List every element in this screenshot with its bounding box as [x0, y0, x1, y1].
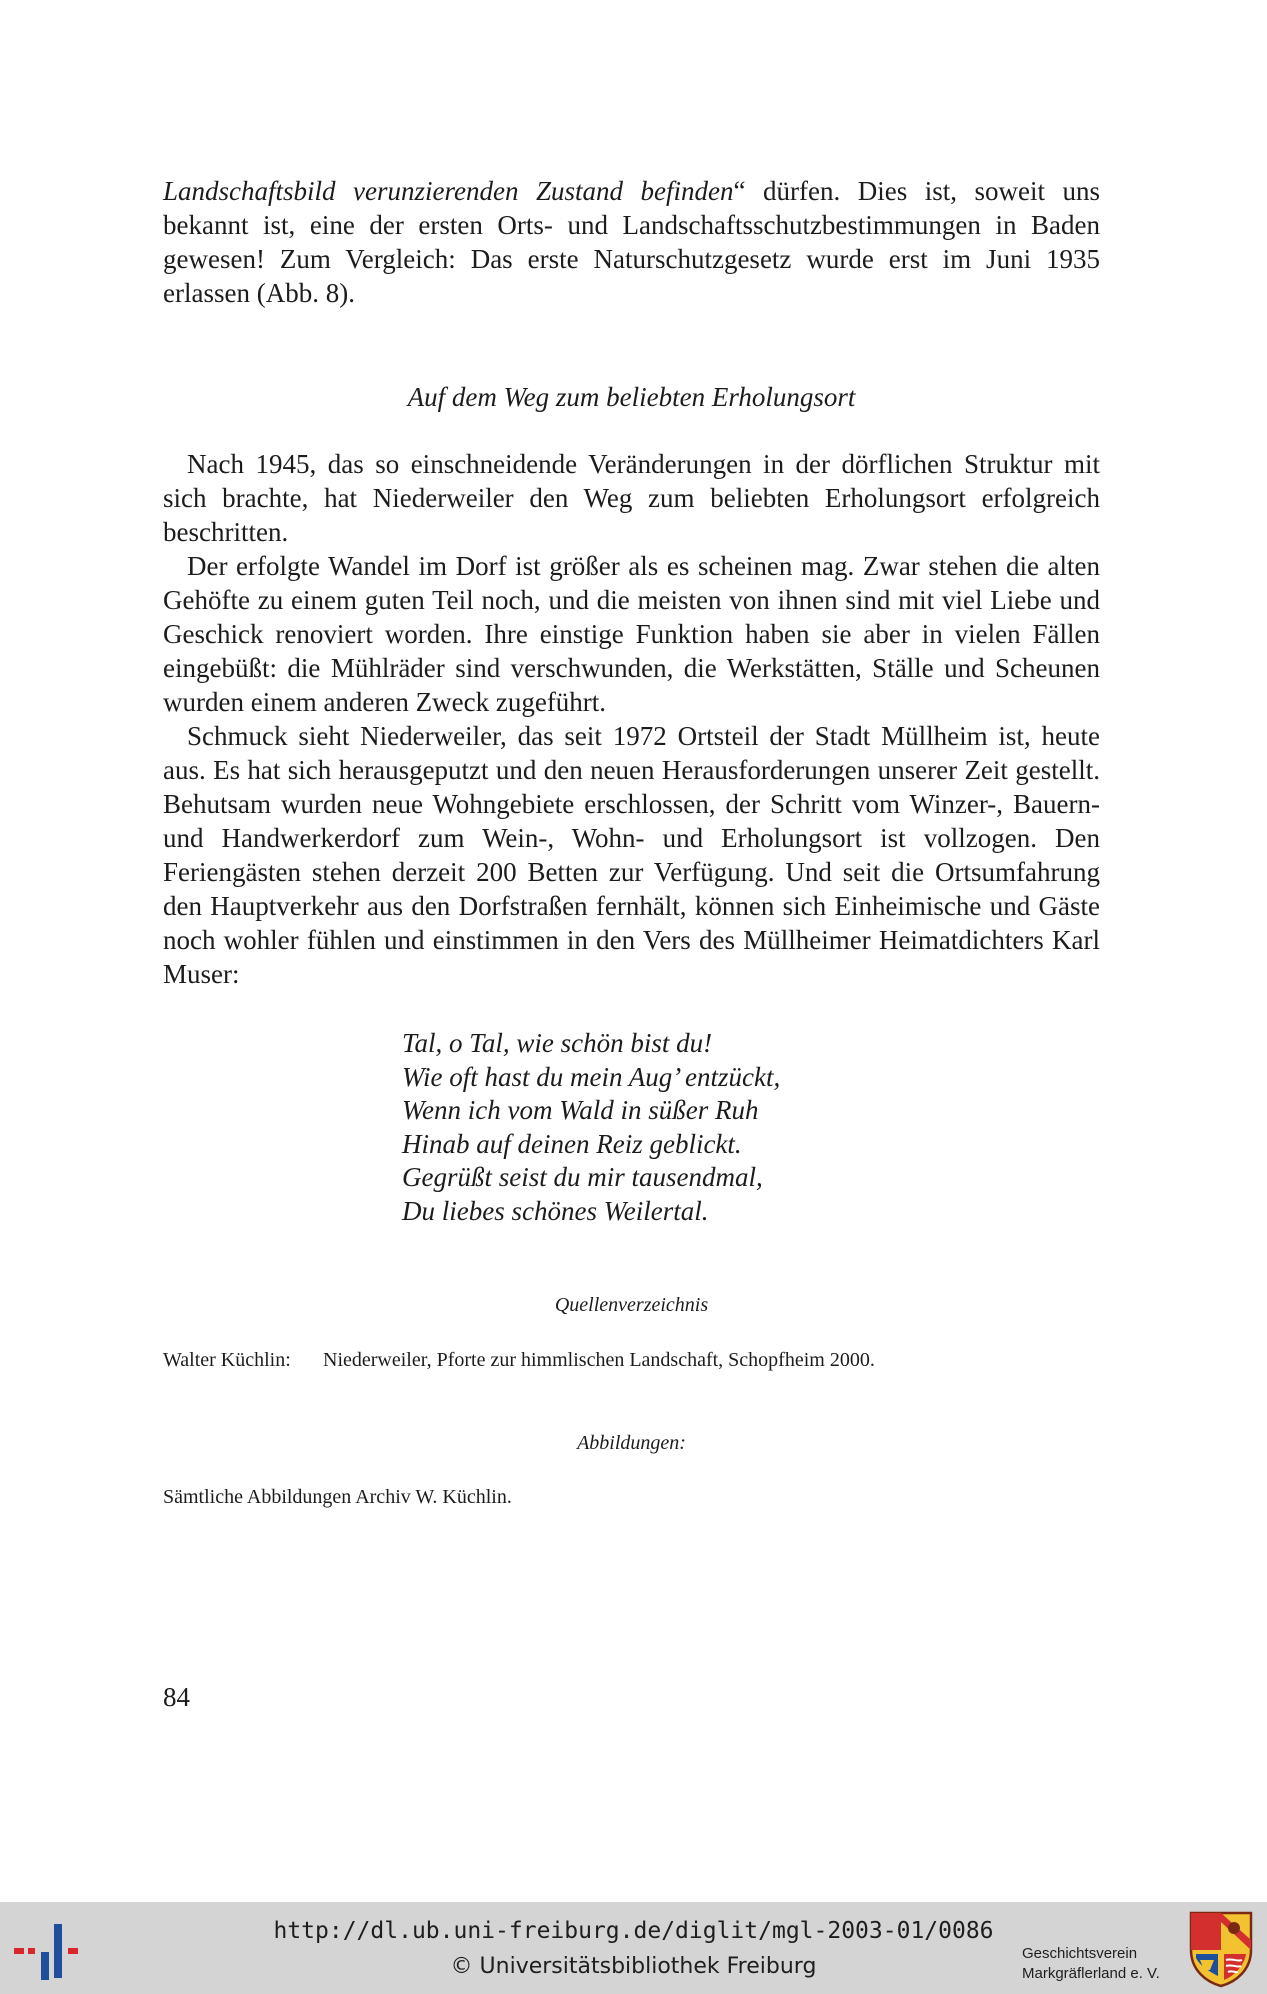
- society-line: Markgräflerland e. V.: [1022, 1965, 1160, 1982]
- poem-line: Du liebes schönes Weilertal.: [402, 1195, 709, 1226]
- footer-copyright: © Universitätsbibliothek Freiburg: [450, 1954, 817, 1979]
- intro-italic-quote: Landschaftsbild verunzierenden Zustand befinden: [163, 176, 734, 206]
- body-paragraph: Der erfolgte Wandel im Dorf ist größer als es scheinen mag. Zwar stehen die alten Gehöfte zu einem guten Teil noch, und die meisten von ihnen sind mit viel Liebe und Geschick renoviert worden. Ihre einstige Funktion haben sie aber in vielen Fällen eingebüßt: die Mühlräder sind verschwunden, die Werkstätten, Ställe und Scheunen wurden einem anderen Zweck zugeführt.: [163, 551, 1100, 717]
- source-title: Niederweiler, Pforte zur himmlischen Landschaft, Schopfheim 2000.: [323, 1349, 875, 1371]
- intro-paragraph: [163, 174, 1100, 310]
- intro-text: “ dürfen. Dies ist, soweit uns bekannt ist, eine der ersten Orts- und Landschaftsschutzbestimmungen in Baden gewesen! Zum Vergleich: Das erste Naturschutzgesetz wurde erst im Juni 1935 erlassen (Abb. 8).: [163, 176, 1101, 308]
- poem-line: Wie oft hast du mein Aug’ entzückt,: [402, 1061, 781, 1092]
- sources-heading: Quellenverzeichnis: [554, 1294, 709, 1316]
- poem: [402, 1027, 780, 1228]
- source-entry: [163, 1347, 875, 1373]
- figures-entry: Sämtliche Abbildungen Archiv W. Küchlin.: [163, 1486, 512, 1508]
- society-line: Geschichtsverein: [1022, 1945, 1138, 1962]
- footer-society-name: [1022, 1944, 1160, 1984]
- poem-line: Wenn ich vom Wald in süßer Ruh: [402, 1095, 759, 1125]
- source-author: Walter Küchlin:: [163, 1349, 291, 1371]
- coat-of-arms-icon: [1188, 1910, 1254, 1988]
- page-number: 84: [163, 1682, 190, 1712]
- body-text: [163, 447, 1100, 991]
- footer-url-link[interactable]: http://dl.ub.uni-freiburg.de/diglit/mgl-2003-01/0086: [273, 1918, 994, 1944]
- poem-line: Gegrüßt seist du mir tausendmal,: [402, 1162, 763, 1192]
- poem-line: Hinab auf deinen Reiz geblickt.: [402, 1128, 742, 1159]
- figures-heading: Abbildungen:: [577, 1432, 686, 1454]
- body-paragraph: Schmuck sieht Niederweiler, das seit 1972 Ortsteil der Stadt Müllheim ist, heute aus. Es hat sich herausgeputzt und den neuen Herausforderungen unserer Zeit gestellt. Behutsam wurden neue Wohngebiete erschlossen, der Schritt vom Winzer-, Bauern- und Handwerkerdorf zum Wein-, Wohn- und Erholungsort ist vollzogen. Den Feriengästen stehen derzeit 200 Betten zur Verfügung. Und seit die Ortsumfahrung den Hauptverkehr aus den Dorfstraßen fernhält, können sich Einheimische und Gäste noch wohler fühlen und einstimmen in den Vers des Müllheimer Heimatdichters Karl Muser:: [163, 721, 1100, 989]
- section-heading: Auf dem Weg zum beliebten Erholungsort: [407, 382, 856, 412]
- footer-bar: [0, 1902, 1267, 1994]
- body-paragraph: Nach 1945, das so einschneidende Veränderungen in der dörflichen Struktur mit sich brachte, hat Niederweiler den Weg zum beliebten Erholungsort erfolgreich beschritten.: [163, 449, 1100, 547]
- poem-line: Tal, o Tal, wie schön bist du!: [402, 1028, 713, 1058]
